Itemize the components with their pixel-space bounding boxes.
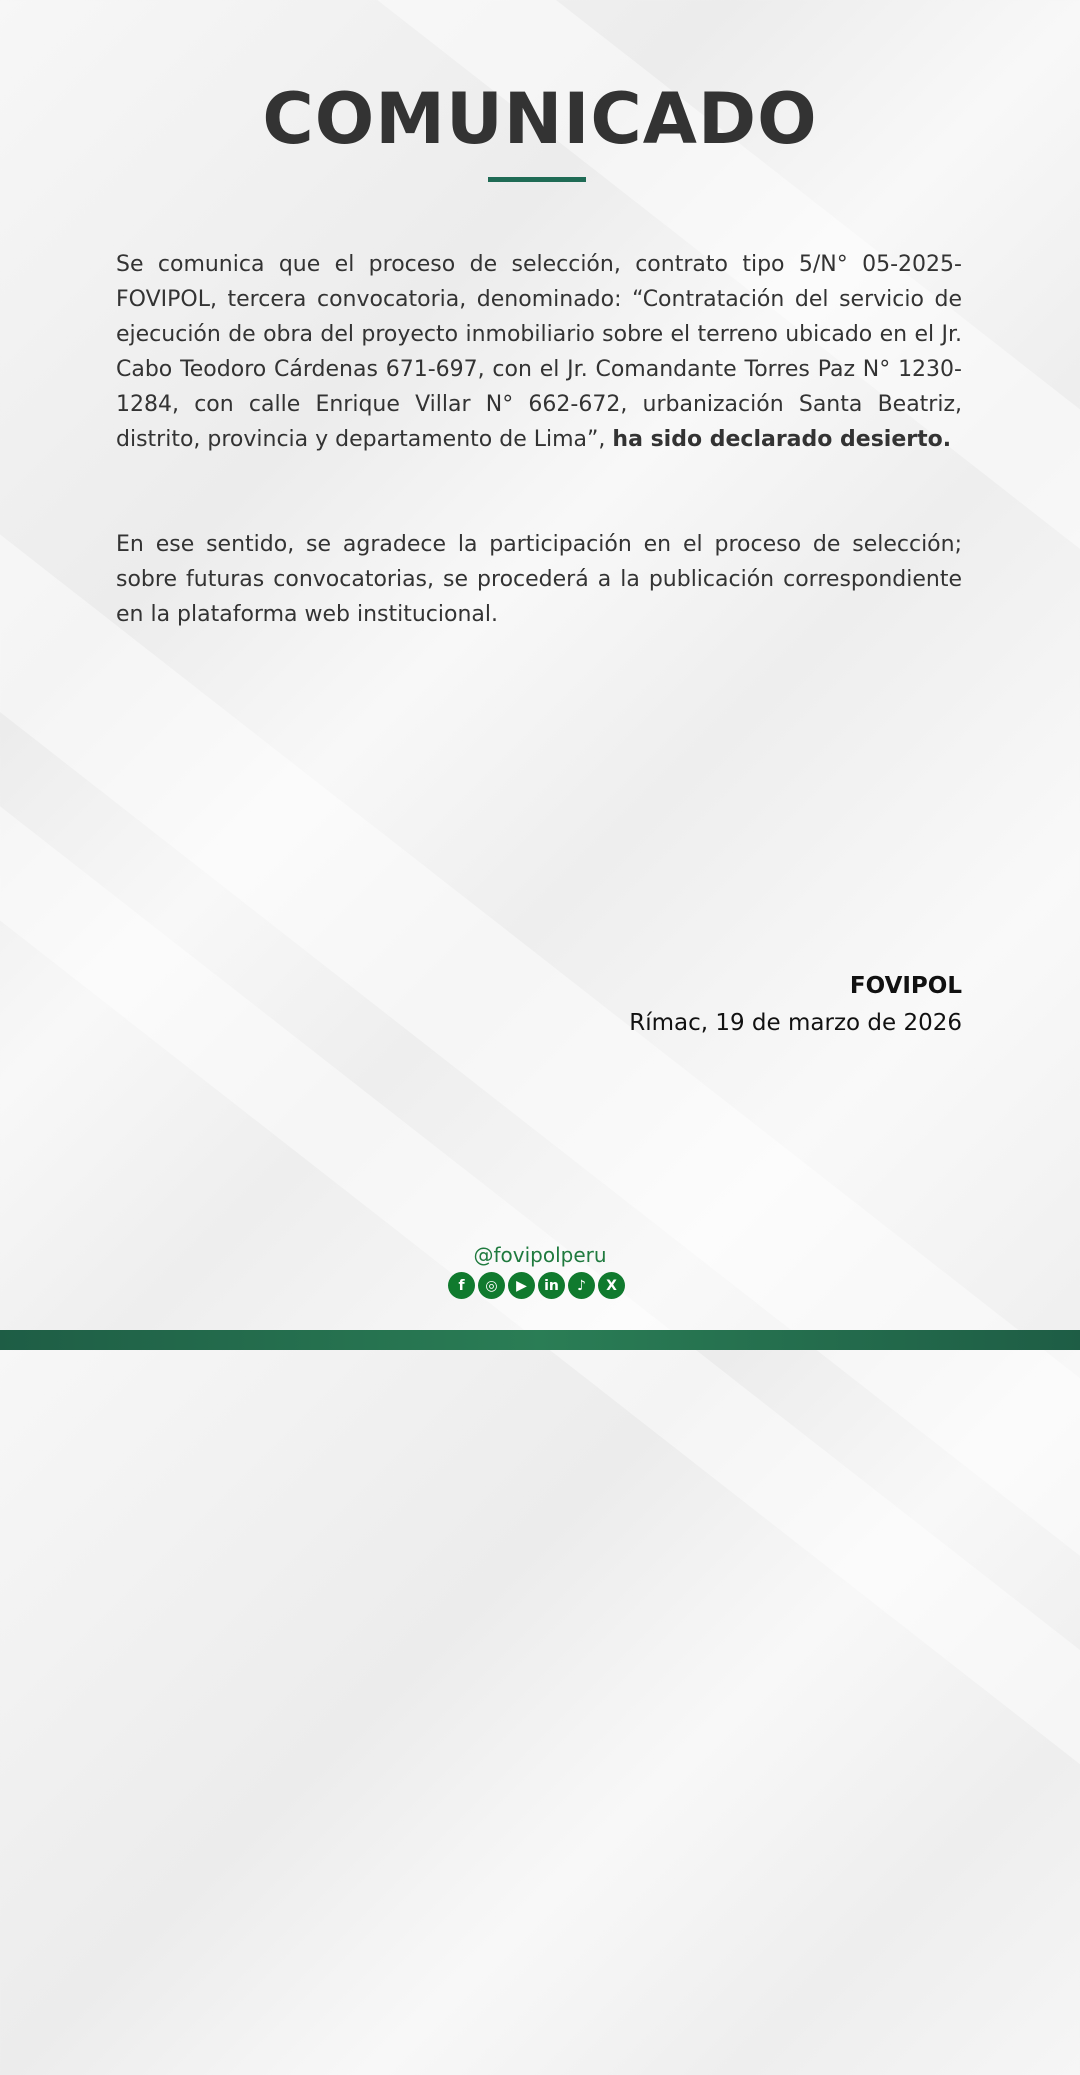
social-icons — [448, 1272, 625, 1299]
body-paragraph-1 — [116, 247, 962, 457]
paragraph-text: Se comunica que el proceso de selección, contrato tipo 5/N° 05-2025-FOVIPOL, tercera convocatoria, denominado: “Contratación del servicio de ejecución de obra del proyecto inmobiliario sobre el terreno ubicado en el Jr. Cabo Teodoro Cárdenas 671-697, con el Jr. Comandante Torres Paz N° 1230-1284, con calle Enrique Villar N° 662-672, urbanización Santa Beatriz, distrito, provincia y departamento de Lima”, — [116, 252, 962, 452]
page-title: COMUNICADO — [262, 78, 818, 160]
linkedin-icon[interactable]: in — [538, 1272, 565, 1299]
instagram-icon[interactable]: ◎ — [478, 1272, 505, 1299]
x-icon[interactable]: X — [598, 1272, 625, 1299]
social-handle[interactable]: @fovipolperu — [473, 1243, 607, 1267]
body-paragraph-2: En ese sentido, se agradece la participación en el proceso de selección; sobre futuras convocatorias, se procederá a la publicación correspondiente en la plataforma web institucional. — [116, 532, 962, 627]
footer-bar — [0, 1330, 1080, 1350]
signature — [629, 968, 962, 1042]
title-underline — [488, 177, 586, 182]
youtube-icon[interactable]: ▶ — [508, 1272, 535, 1299]
tiktok-icon[interactable]: ♪ — [568, 1272, 595, 1299]
signature-place-date: Rímac, 19 de marzo de 2026 — [629, 1010, 962, 1036]
facebook-icon[interactable]: f — [448, 1272, 475, 1299]
signature-org: FOVIPOL — [849, 973, 962, 999]
paragraph-bold-text: ha sido declarado desierto. — [612, 427, 952, 452]
